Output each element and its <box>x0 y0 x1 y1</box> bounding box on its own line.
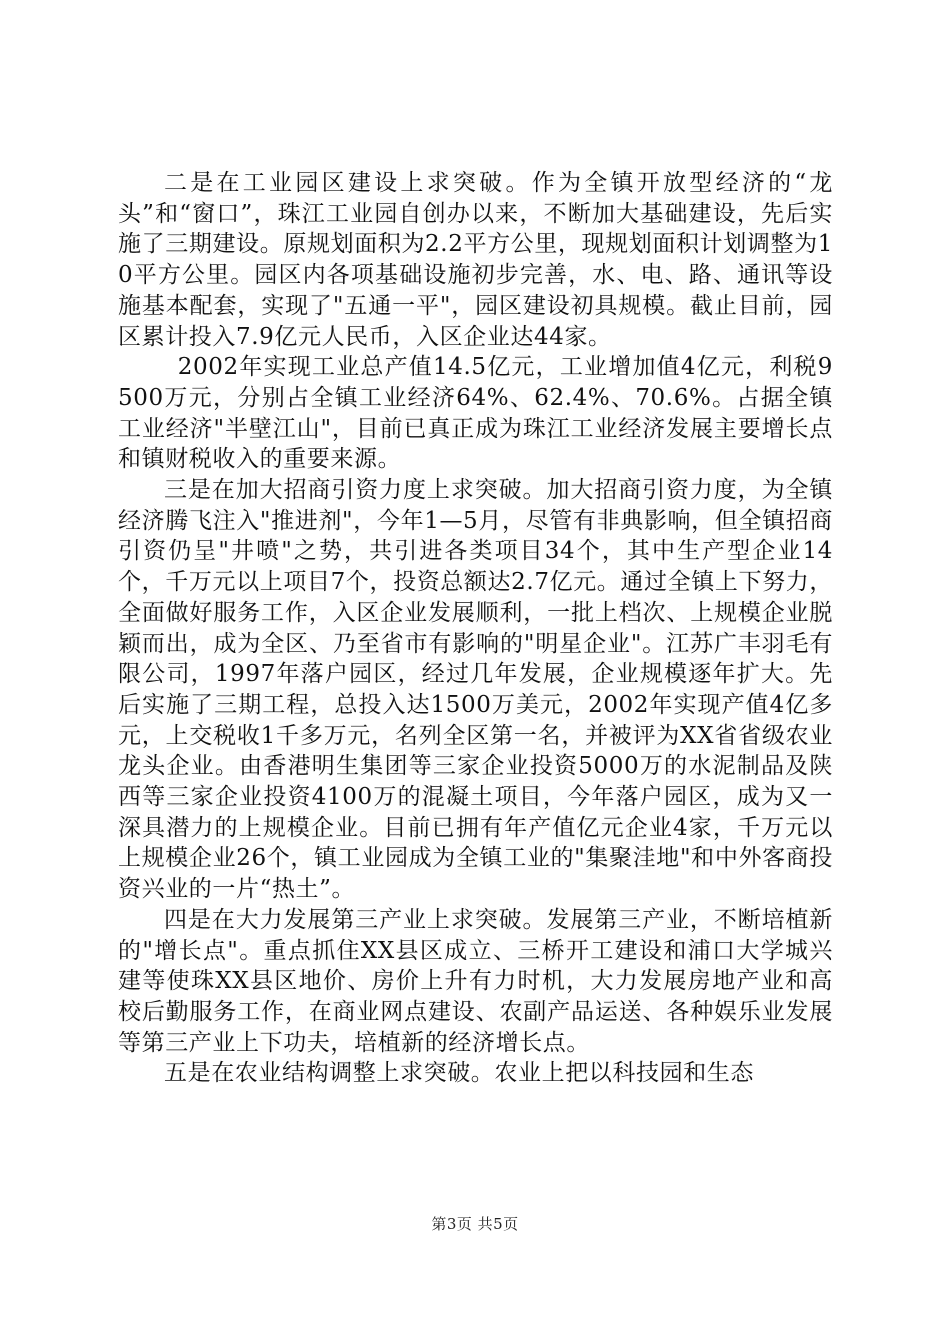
paragraph-agriculture: 五是在农业结构调整上求突破。农业上把以科技园和生态 <box>164 1060 754 1087</box>
document-body <box>118 168 833 1089</box>
paragraph-2002-output: 2002年实现工业总产值14.5亿元，工业增加值4亿元，利税9500万元，分别占全镇工业经济64%、62.4%、70.6%。占据全镇工业经济"半壁江山"，目前已真正成为珠江工业经济发展主要增长点和镇财税收入的重要来源。 <box>118 354 833 473</box>
page-number-footer: 第3页 共5页 <box>431 1215 519 1233</box>
paragraph-investment-attraction: 三是在加大招商引资力度上求突破。加大招商引资力度，为全镇经济腾飞注入"推进剂"，今年1—5月，尽管有非典影响，但全镇招商引资仍呈"井喷"之势，共引进各类项目34个，其中生产型企业14个，千万元以上项目7个，投资总额达2.7亿元。通过全镇上下努力，全面做好服务工作，入区企业发展顺利，一批上档次、上规模企业脱颖而出，成为全区、乃至省市有影响的"明星企业"。江苏广丰羽毛有限公司，1997年落户园区，经过几年发展，企业规模逐年扩大。先后实施了三期工程，总投入达1500万美元，2002年实现产值4亿多元，上交税收1千多万元，名列全区第一名，并被评为XX省省级农业龙头企业。由香港明生集团等三家企业投资5000万的水泥制品及陕西等三家企业投资4100万的混凝土项目，今年落户园区，成为又一深具潜力的上规模企业。目前已拥有年产值亿元企业4家，千万元以上规模企业26个，镇工业园成为全镇工业的"集聚洼地"和中外客商投资兴业的一片“热土”。 <box>118 477 833 903</box>
paragraph-industrial-park: 二是在工业园区建设上求突破。作为全镇开放型经济的“龙头”和“窗口”，珠江工业园自创办以来，不断加大基础建设，先后实施了三期建设。原规划面积为2.2平方公里，现规划面积计划调整为10平方公里。园区内各项基础设施初步完善，水、电、路、通讯等设施基本配套，实现了"五通一平"，园区建设初具规模。截止目前，园区累计投入7.9亿元人民币，入区企业达44家。 <box>118 170 833 350</box>
paragraph-tertiary-industry: 四是在大力发展第三产业上求突破。发展第三产业，不断培植新的"增长点"。重点抓住XX县区成立、三桥开工建设和浦口大学城兴建等使珠XX县区地价、房价上升有力时机，大力发展房地产业和高校后勤服务工作，在商业网点建设、农副产品运送、各种娱乐业发展等第三产业上下功夫，培植新的经济增长点。 <box>118 906 833 1056</box>
